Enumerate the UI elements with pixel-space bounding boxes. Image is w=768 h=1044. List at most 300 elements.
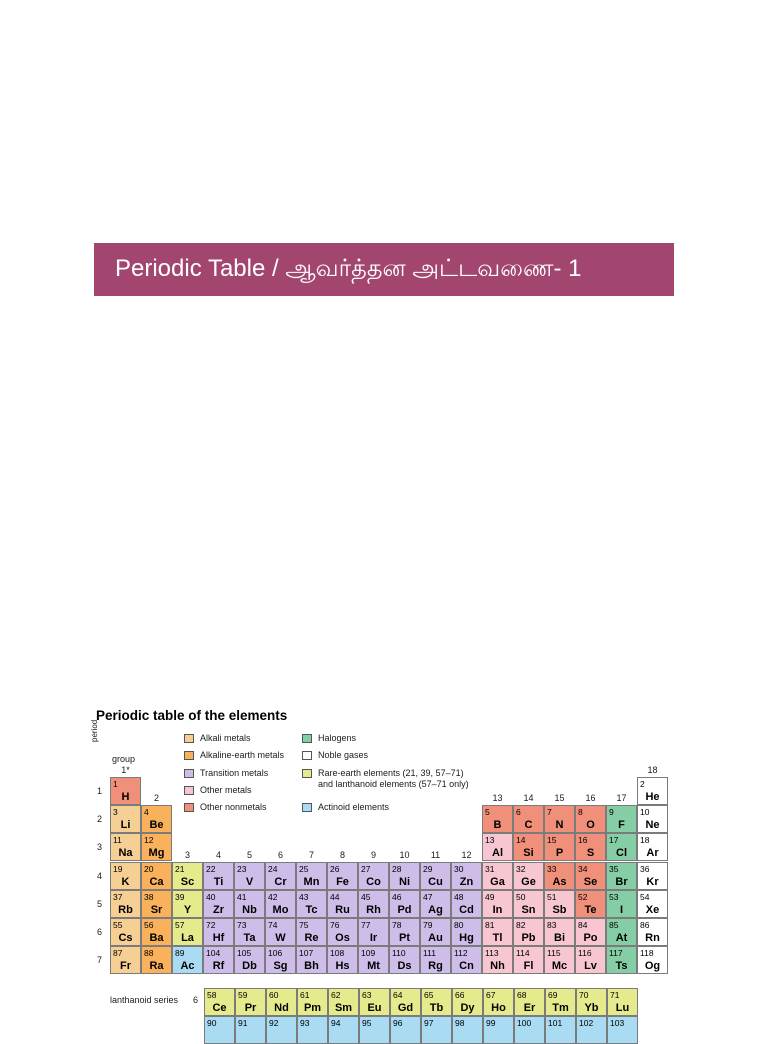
element-cell (575, 946, 606, 974)
element-cell (359, 988, 390, 1016)
element-cell (327, 862, 358, 890)
element-cell (203, 946, 234, 974)
atomic-number: 52 (578, 891, 588, 902)
atomic-number: 28 (392, 863, 402, 874)
element-symbol: Ts (615, 960, 628, 973)
atomic-number: 107 (299, 948, 314, 959)
atomic-number: 112 (454, 948, 468, 959)
element-cell (544, 946, 575, 974)
element-symbol: Rf (212, 960, 225, 973)
element-cell (606, 890, 637, 918)
element-cell (637, 890, 668, 918)
atomic-number: 92 (269, 1018, 279, 1029)
element-symbol: V (245, 875, 254, 888)
element-symbol: Y (183, 903, 192, 916)
atomic-number: 88 (144, 948, 154, 959)
element-cell (606, 833, 637, 861)
element-cell (513, 862, 544, 890)
element-cell (482, 890, 513, 918)
element-symbol: Sc (180, 875, 195, 888)
element-symbol: La (181, 932, 194, 944)
element-symbol: Db (242, 960, 257, 973)
element-symbol: Mc (551, 960, 568, 973)
element-symbol: N (555, 819, 564, 832)
element-symbol: Tc (305, 903, 318, 916)
element-symbol: At (615, 932, 628, 944)
element-cell (513, 890, 544, 918)
element-symbol: O (586, 819, 595, 832)
element-symbol: Pt (399, 932, 410, 944)
element-cell (482, 833, 513, 861)
element-symbol: Ag (428, 903, 443, 916)
atomic-number: 62 (331, 990, 341, 1000)
element-cell (545, 988, 576, 1016)
atomic-number: 91 (238, 1018, 248, 1029)
atomic-number: 42 (268, 891, 278, 902)
atomic-number: 89 (175, 948, 185, 959)
element-symbol: Pm (303, 1002, 322, 1014)
slide-title: Periodic Table / ஆவர்த்தன அட்டவணை- 1 (115, 254, 582, 282)
period-number: 2 (97, 814, 103, 825)
group-number: 5 (246, 849, 252, 860)
element-cell (297, 988, 328, 1016)
element-symbol: Cn (459, 960, 474, 973)
group-number: 9 (370, 849, 376, 860)
atomic-number: 101 (548, 1018, 563, 1029)
atomic-number: 29 (423, 863, 433, 874)
period-number: 3 (97, 842, 103, 853)
element-cell (110, 890, 141, 918)
element-cell (389, 890, 420, 918)
group-label: group (112, 754, 136, 764)
element-cell (172, 918, 203, 946)
atomic-number: 104 (206, 948, 221, 959)
legend-label: Alkaline-earth metals (200, 750, 285, 760)
atomic-number: 32 (516, 863, 526, 874)
element-symbol: Au (428, 932, 443, 944)
element-cell (141, 946, 172, 974)
element-symbol: Ds (397, 960, 412, 973)
element-symbol: Ge (521, 875, 536, 888)
element-symbol: Sb (552, 903, 567, 916)
atomic-number: 31 (485, 863, 495, 874)
legend-label-continued: and lanthanoid elements (57–71 only) (318, 779, 469, 789)
legend-label: Other metals (200, 785, 252, 795)
atomic-number: 102 (579, 1018, 594, 1029)
element-symbol: W (275, 932, 286, 944)
actinoid-cell (452, 1016, 483, 1044)
element-symbol: Sm (334, 1002, 353, 1014)
element-cell (234, 946, 265, 974)
element-cell (203, 890, 234, 918)
element-cell (110, 805, 141, 833)
legend-swatch (302, 769, 312, 778)
element-symbol: Pr (244, 1002, 257, 1014)
atomic-number: 78 (392, 920, 402, 930)
atomic-number: 43 (299, 891, 309, 902)
element-cell (358, 918, 389, 946)
element-cell (575, 862, 606, 890)
atomic-number: 13 (485, 835, 495, 846)
atomic-number: 9 (609, 807, 614, 818)
legend-swatch (184, 769, 194, 778)
element-symbol: Ga (490, 875, 505, 888)
group-number: 1* (121, 765, 130, 775)
element-cell (327, 946, 358, 974)
atomic-number: 81 (485, 920, 495, 930)
element-symbol: Xe (645, 903, 660, 916)
group-number: 2 (153, 793, 159, 804)
atomic-number: 6 (516, 807, 521, 818)
element-cell (296, 918, 327, 946)
atomic-number: 80 (454, 920, 464, 930)
element-symbol: Cl (616, 847, 627, 860)
element-cell (637, 946, 668, 974)
atomic-number: 98 (455, 1018, 465, 1029)
atomic-number: 55 (113, 920, 123, 930)
element-cell (513, 833, 544, 861)
atomic-number: 3 (113, 807, 118, 818)
element-cell (296, 946, 327, 974)
group-number: 15 (554, 793, 565, 804)
element-cell (234, 862, 265, 890)
atomic-number: 83 (547, 920, 557, 930)
legend-label: Alkali metals (200, 733, 251, 743)
legend-label: Transition metals (200, 768, 269, 778)
element-cell (575, 833, 606, 861)
element-cell (482, 946, 513, 974)
element-symbol: Ar (646, 847, 659, 860)
element-cell (451, 918, 482, 946)
atomic-number: 46 (392, 891, 402, 902)
element-cell (203, 918, 234, 946)
atomic-number: 100 (517, 1018, 532, 1029)
element-cell (110, 862, 141, 890)
element-cell (358, 862, 389, 890)
atomic-number: 110 (392, 948, 406, 959)
atomic-number: 39 (175, 891, 185, 902)
element-cell (296, 890, 327, 918)
element-symbol: He (645, 791, 660, 803)
atomic-number: 58 (207, 990, 217, 1000)
element-cell (514, 988, 545, 1016)
element-cell (544, 918, 575, 946)
group-number: 17 (616, 793, 627, 804)
periodic-table-figure (90, 702, 674, 1029)
atomic-number: 34 (578, 863, 588, 874)
atomic-number: 1 (113, 779, 118, 789)
element-cell (327, 918, 358, 946)
atomic-number: 45 (361, 891, 371, 902)
element-symbol: Si (523, 847, 534, 860)
element-symbol: Cr (274, 875, 287, 888)
atomic-number: 16 (578, 835, 588, 846)
atomic-number: 109 (361, 948, 376, 959)
legend-swatch (302, 734, 312, 743)
element-cell (141, 890, 172, 918)
group-number: 11 (430, 849, 441, 860)
atomic-number: 19 (113, 863, 123, 874)
group-number: 12 (461, 849, 472, 860)
element-cell (265, 946, 296, 974)
element-cell (606, 946, 637, 974)
element-cell (110, 833, 141, 861)
element-symbol: Eu (367, 1002, 382, 1014)
atomic-number: 37 (113, 891, 123, 902)
element-cell (544, 805, 575, 833)
element-cell (172, 946, 203, 974)
element-cell (235, 988, 266, 1016)
group-number: 7 (308, 849, 314, 860)
group-number: 10 (399, 849, 410, 860)
element-cell (482, 805, 513, 833)
atomic-number: 57 (175, 920, 185, 930)
element-symbol: Cu (428, 875, 443, 888)
element-cell (420, 918, 451, 946)
element-cell (606, 805, 637, 833)
legend-swatch (302, 803, 312, 812)
atomic-number: 24 (268, 863, 278, 874)
slide-title-banner (94, 243, 674, 296)
element-symbol: Ta (243, 932, 256, 944)
atomic-number: 2 (640, 779, 645, 789)
atomic-number: 84 (578, 920, 588, 930)
atomic-number: 95 (362, 1018, 372, 1029)
actinoid-cell (204, 1016, 235, 1044)
element-symbol: Fe (336, 875, 349, 888)
atomic-number: 47 (423, 891, 433, 902)
element-symbol: Hf (212, 932, 225, 944)
element-symbol: Ce (212, 1002, 227, 1014)
atomic-number: 8 (578, 807, 583, 818)
atomic-number: 72 (206, 920, 216, 930)
group-number: 8 (339, 849, 345, 860)
atomic-number: 99 (486, 1018, 496, 1029)
element-symbol: Ti (213, 875, 224, 888)
atomic-number: 68 (517, 990, 527, 1000)
atomic-number: 87 (113, 948, 123, 959)
element-cell (420, 946, 451, 974)
element-cell (637, 918, 668, 946)
element-symbol: Ni (399, 875, 410, 888)
element-cell (203, 862, 234, 890)
actinoid-cell (421, 1016, 452, 1044)
element-cell (420, 890, 451, 918)
atomic-number: 64 (393, 990, 403, 1000)
element-symbol: Zn (459, 875, 474, 888)
group-number: 14 (523, 793, 534, 804)
actinoid-cell (545, 1016, 576, 1044)
period-number: 7 (97, 955, 103, 966)
legend-swatch (184, 803, 194, 812)
atomic-number: 56 (144, 920, 154, 930)
element-cell (544, 862, 575, 890)
atomic-number: 113 (485, 948, 499, 959)
element-symbol: Pb (521, 932, 536, 944)
atomic-number: 97 (424, 1018, 434, 1029)
atomic-number: 96 (393, 1018, 403, 1029)
element-cell (544, 890, 575, 918)
atomic-number: 26 (330, 863, 340, 874)
atomic-number: 69 (548, 990, 558, 1000)
atomic-number: 15 (547, 835, 557, 846)
element-cell (513, 946, 544, 974)
atomic-number: 75 (299, 920, 309, 930)
element-cell (265, 862, 296, 890)
element-cell (389, 918, 420, 946)
element-cell (607, 988, 638, 1016)
element-cell (452, 988, 483, 1016)
element-cell (606, 862, 637, 890)
period-number: 4 (97, 870, 103, 881)
element-symbol: Og (644, 960, 661, 973)
element-symbol: Ir (369, 932, 378, 944)
legend-label: Noble gases (318, 750, 369, 760)
element-cell (141, 805, 172, 833)
element-symbol: Sn (521, 903, 536, 916)
legend-swatch (184, 786, 194, 795)
atomic-number: 23 (237, 863, 247, 874)
atomic-number: 51 (547, 891, 557, 902)
atomic-number: 116 (578, 948, 592, 959)
element-symbol: Co (366, 875, 381, 888)
element-cell (265, 890, 296, 918)
element-cell (575, 918, 606, 946)
actinoid-cell (359, 1016, 390, 1044)
element-cell (110, 918, 141, 946)
atomic-number: 60 (269, 990, 279, 1000)
element-cell (575, 890, 606, 918)
element-symbol: Kr (646, 875, 659, 888)
element-symbol: Sr (150, 903, 163, 916)
atomic-number: 86 (640, 920, 650, 930)
legend-label: Other nonmetals (200, 802, 267, 812)
group-number: 18 (647, 765, 658, 775)
element-cell (390, 988, 421, 1016)
legend-swatch (302, 751, 312, 760)
element-cell (575, 805, 606, 833)
element-cell (110, 946, 141, 974)
element-symbol: B (493, 819, 502, 832)
legend-swatch (184, 751, 194, 760)
atomic-number: 7 (547, 807, 552, 818)
element-symbol: Er (523, 1002, 536, 1014)
actinoid-cell (390, 1016, 421, 1044)
element-cell (204, 988, 235, 1016)
element-symbol: Li (120, 819, 131, 832)
atomic-number: 33 (547, 863, 557, 874)
element-cell (141, 918, 172, 946)
atomic-number: 4 (144, 807, 149, 818)
element-cell (172, 862, 203, 890)
atomic-number: 17 (609, 835, 619, 846)
element-cell (110, 777, 141, 805)
element-cell (606, 918, 637, 946)
atomic-number: 76 (330, 920, 340, 930)
atomic-number: 12 (144, 835, 154, 846)
element-symbol: Yb (584, 1002, 599, 1014)
atomic-number: 117 (609, 948, 623, 959)
element-cell (451, 890, 482, 918)
element-symbol: Ho (491, 1002, 506, 1014)
element-cell (389, 862, 420, 890)
element-cell (265, 918, 296, 946)
element-symbol: P (555, 847, 564, 860)
element-cell (451, 862, 482, 890)
element-cell (451, 946, 482, 974)
atomic-number: 105 (237, 948, 252, 959)
element-symbol: Br (615, 875, 628, 888)
atomic-number: 114 (516, 948, 530, 959)
period-number: 6 (97, 927, 103, 937)
period-axis-label: period (90, 719, 99, 742)
atomic-number: 103 (610, 1018, 625, 1029)
element-symbol: Ne (645, 819, 660, 832)
element-symbol: Ac (180, 960, 195, 973)
element-symbol: Mo (272, 903, 289, 916)
element-cell (141, 833, 172, 861)
element-symbol: Bh (304, 960, 319, 973)
element-symbol: Mt (367, 960, 380, 973)
atomic-number: 30 (454, 863, 464, 874)
legend-label: Rare-earth elements (21, 39, 57–71) (318, 768, 464, 778)
atomic-number: 67 (486, 990, 496, 1000)
element-symbol: Rn (645, 932, 660, 944)
atomic-number: 14 (516, 835, 526, 846)
element-symbol: Cd (459, 903, 474, 916)
atomic-number: 111 (423, 948, 436, 959)
element-symbol: Te (584, 903, 597, 916)
element-symbol: Nb (242, 903, 257, 916)
element-symbol: Dy (460, 1002, 475, 1014)
atomic-number: 94 (331, 1018, 341, 1029)
element-symbol: F (618, 819, 625, 832)
atomic-number: 50 (516, 891, 526, 902)
atomic-number: 11 (113, 835, 122, 846)
lanthanoid-series-label: lanthanoid series (110, 995, 179, 1005)
atomic-number: 90 (207, 1018, 217, 1029)
lanthanoid-period-number: 6 (193, 995, 199, 1005)
element-cell (482, 862, 513, 890)
atomic-number: 18 (640, 835, 650, 846)
element-symbol: Sg (273, 960, 288, 973)
atomic-number: 61 (300, 990, 310, 1000)
atomic-number: 25 (299, 863, 309, 874)
element-symbol: Al (492, 847, 503, 860)
element-cell (576, 988, 607, 1016)
actinoid-cell (514, 1016, 545, 1044)
element-cell (637, 777, 668, 805)
atomic-number: 27 (361, 863, 371, 874)
atomic-number: 85 (609, 920, 619, 930)
atomic-number: 108 (330, 948, 345, 959)
element-symbol: In (492, 903, 503, 916)
element-cell (358, 890, 389, 918)
element-symbol: S (586, 847, 595, 860)
period-number: 5 (97, 898, 103, 909)
atomic-number: 77 (361, 920, 371, 930)
atomic-number: 48 (454, 891, 464, 902)
element-symbol: Ca (149, 875, 164, 888)
element-symbol: Mn (303, 875, 320, 888)
element-symbol: Hs (335, 960, 350, 973)
element-cell (637, 862, 668, 890)
element-symbol: Re (304, 932, 319, 944)
element-cell (637, 833, 668, 861)
element-symbol: Rh (366, 903, 381, 916)
element-symbol: Nh (490, 960, 505, 973)
atomic-number: 63 (362, 990, 372, 1000)
